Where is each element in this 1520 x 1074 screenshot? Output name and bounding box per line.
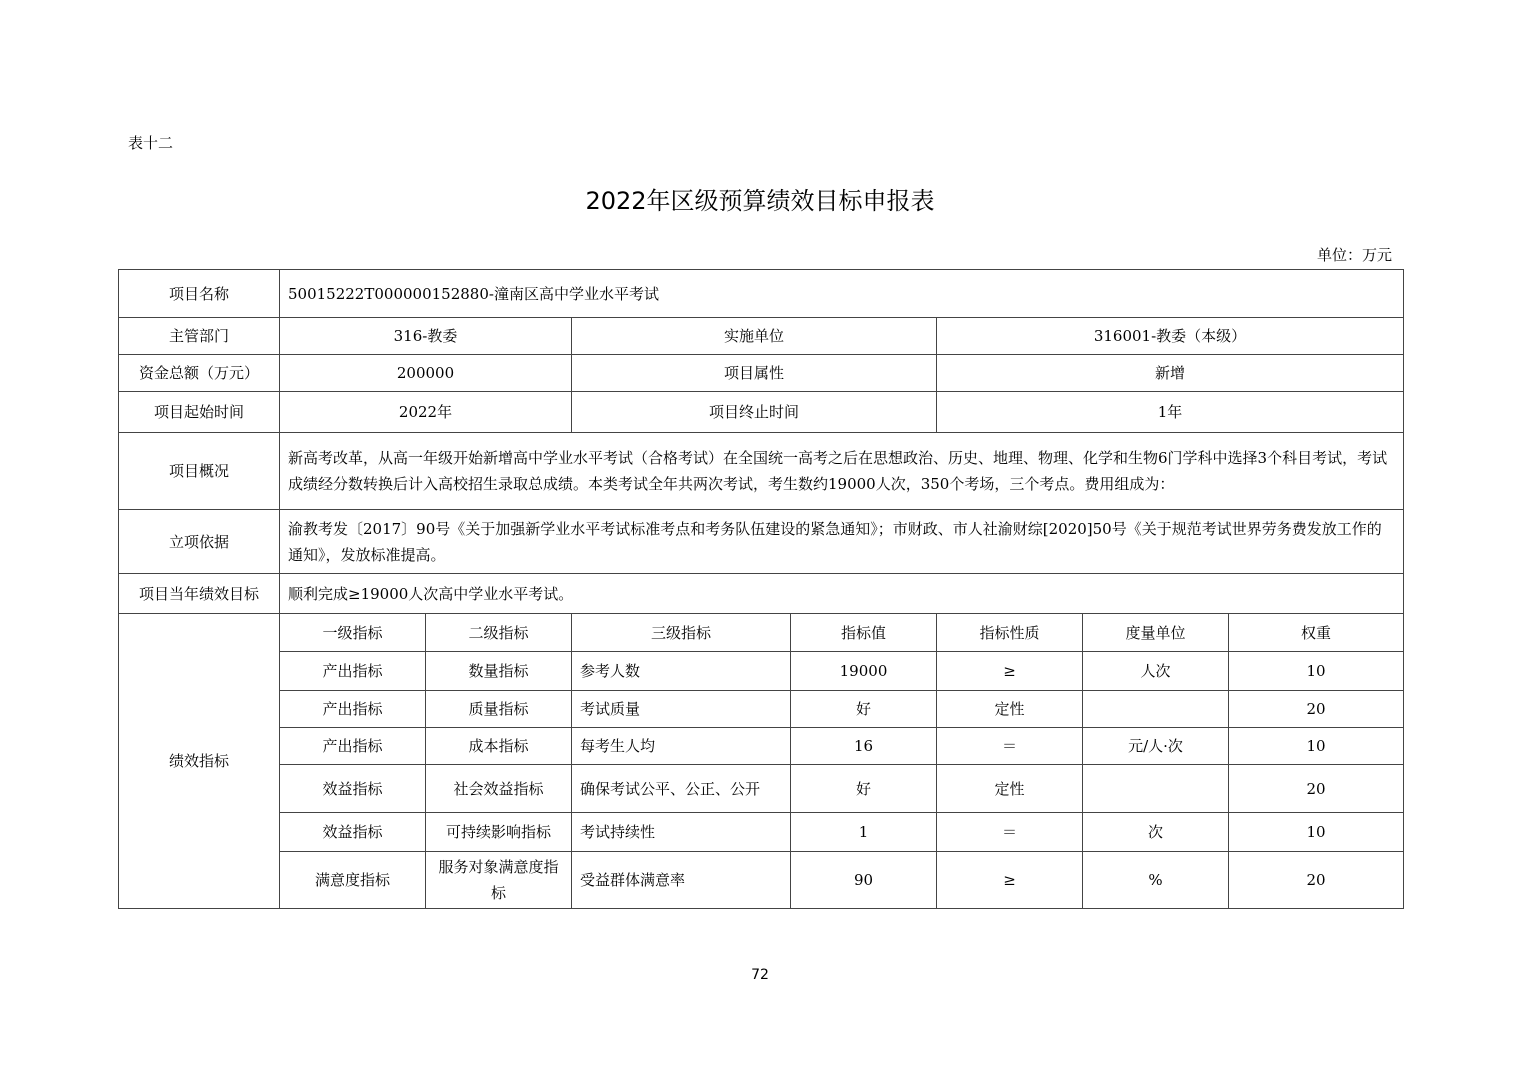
indicator-value: 16	[791, 728, 937, 765]
dept-value: 316-教委	[280, 318, 572, 355]
indicator-unit: 次	[1083, 813, 1229, 852]
header-value: 指标值	[791, 614, 937, 652]
indicator-weight: 10	[1229, 728, 1404, 765]
indicator-weight: 20	[1229, 691, 1404, 728]
row-fund	[119, 355, 1404, 392]
header-nature: 指标性质	[937, 614, 1083, 652]
indicator-level3: 每考生人均	[572, 728, 791, 765]
indicator-unit: 元/人·次	[1083, 728, 1229, 765]
indicator-level1: 产出指标	[280, 728, 426, 765]
indicator-level3: 考试持续性	[572, 813, 791, 852]
row-basis	[119, 510, 1404, 574]
basis-value: 渝教考发〔2017〕90号《关于加强新学业水平考试标准考点和考务队伍建设的紧急通知》；市财政、市人社渝财综[2020]50号《关于规范考试世界劳务费发放工作的通知》，发放标准提高。	[280, 510, 1404, 574]
indicator-level2: 可持续影响指标	[426, 813, 572, 852]
indicator-nature: ＝	[937, 813, 1083, 852]
indicator-level2: 成本指标	[426, 728, 572, 765]
indicator-row	[119, 813, 1404, 852]
header-weight: 权重	[1229, 614, 1404, 652]
indicator-level1: 效益指标	[280, 765, 426, 813]
indicator-level2: 数量指标	[426, 652, 572, 691]
project-attr-value: 新增	[937, 355, 1404, 392]
indicators-label: 绩效指标	[119, 614, 280, 909]
indicator-level1: 产出指标	[280, 652, 426, 691]
page-number: 72	[751, 967, 769, 983]
indicator-level1: 产出指标	[280, 691, 426, 728]
start-time-label: 项目起始时间	[119, 392, 280, 433]
dept-label: 主管部门	[119, 318, 280, 355]
indicator-level2: 服务对象满意度指标	[426, 852, 572, 909]
indicator-nature: 定性	[937, 691, 1083, 728]
project-name-value: 50015222T000000152880-潼南区高中学业水平考试	[280, 270, 1404, 318]
indicator-value: 19000	[791, 652, 937, 691]
indicator-row	[119, 691, 1404, 728]
indicator-row	[119, 728, 1404, 765]
indicator-weight: 10	[1229, 652, 1404, 691]
start-time-value: 2022年	[280, 392, 572, 433]
row-project-name	[119, 270, 1404, 318]
indicator-nature: ≥	[937, 652, 1083, 691]
indicator-value: 好	[791, 691, 937, 728]
indicator-value: 1	[791, 813, 937, 852]
row-annual-goal	[119, 574, 1404, 614]
row-dept	[119, 318, 1404, 355]
indicator-unit	[1083, 765, 1229, 813]
indicator-level3: 确保考试公平、公正、公开	[572, 765, 791, 813]
annual-goal-value: 顺利完成≥19000人次高中学业水平考试。	[280, 574, 1404, 614]
row-time	[119, 392, 1404, 433]
header-level2: 二级指标	[426, 614, 572, 652]
indicator-level2: 社会效益指标	[426, 765, 572, 813]
indicator-row	[119, 765, 1404, 813]
indicator-unit: 人次	[1083, 652, 1229, 691]
overview-label: 项目概况	[119, 433, 280, 510]
indicator-unit: %	[1083, 852, 1229, 909]
project-name-label: 项目名称	[119, 270, 280, 318]
indicator-header-row	[119, 614, 1404, 652]
impl-unit-value: 316001-教委（本级）	[937, 318, 1404, 355]
indicator-value: 90	[791, 852, 937, 909]
table-number: 表十二	[128, 134, 174, 152]
indicator-nature: ≥	[937, 852, 1083, 909]
header-level1: 一级指标	[280, 614, 426, 652]
page-title: 2022年区级预算绩效目标申报表	[585, 187, 935, 215]
indicator-row	[119, 652, 1404, 691]
header-unit: 度量单位	[1083, 614, 1229, 652]
fund-total-label: 资金总额（万元）	[119, 355, 280, 392]
indicator-unit	[1083, 691, 1229, 728]
end-time-label: 项目终止时间	[572, 392, 937, 433]
overview-value: 新高考改革，从高一年级开始新增高中学业水平考试（合格考试）在全国统一高考之后在思想政治、历史、地理、物理、化学和生物6门学科中选择3个科目考试，考试成绩经分数转换后计入高校招生录取总成绩。本类考试全年共两次考试，考生数约19000人次，350个考场，三个考点。费用组成为：	[280, 433, 1404, 510]
indicator-weight: 10	[1229, 813, 1404, 852]
indicator-weight: 20	[1229, 765, 1404, 813]
indicator-level1: 效益指标	[280, 813, 426, 852]
indicator-level2: 质量指标	[426, 691, 572, 728]
indicator-level3: 考试质量	[572, 691, 791, 728]
indicator-value: 好	[791, 765, 937, 813]
unit-label: 单位：万元	[1316, 246, 1392, 264]
indicator-weight: 20	[1229, 852, 1404, 909]
project-attr-label: 项目属性	[572, 355, 937, 392]
row-overview	[119, 433, 1404, 510]
indicator-level1: 满意度指标	[280, 852, 426, 909]
indicator-nature: 定性	[937, 765, 1083, 813]
indicator-nature: ＝	[937, 728, 1083, 765]
impl-unit-label: 实施单位	[572, 318, 937, 355]
end-time-value: 1年	[937, 392, 1404, 433]
annual-goal-label: 项目当年绩效目标	[119, 574, 280, 614]
performance-goal-table	[118, 269, 1404, 909]
indicator-level3: 参考人数	[572, 652, 791, 691]
basis-label: 立项依据	[119, 510, 280, 574]
fund-total-value: 200000	[280, 355, 572, 392]
indicator-level3: 受益群体满意率	[572, 852, 791, 909]
indicator-row	[119, 852, 1404, 909]
header-level3: 三级指标	[572, 614, 791, 652]
